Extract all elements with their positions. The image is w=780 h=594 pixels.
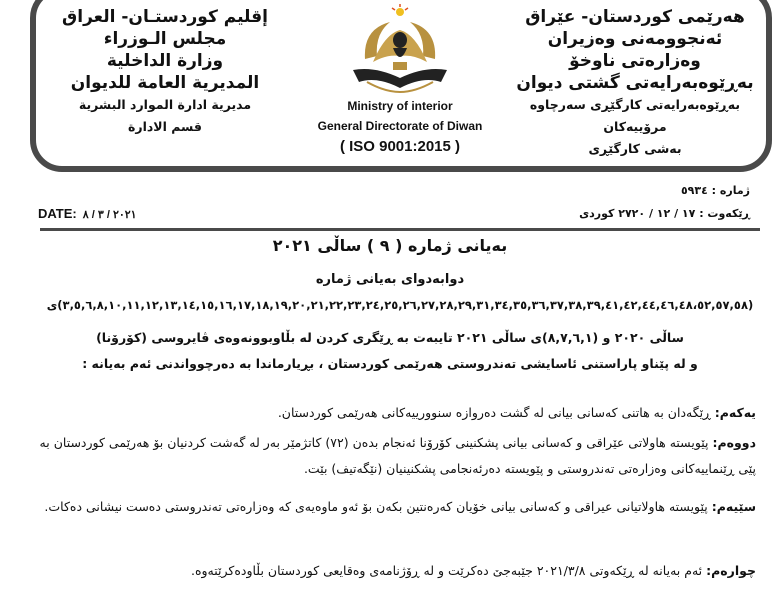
document-subtitle: دوابەدوای بەیانی ژمارە (315, 272, 465, 287)
item-label: سێیەم: (711, 499, 756, 514)
reference-number: ژمارە : ٥٩٣٤ (680, 184, 750, 197)
kurdish-line: ئەنجوومەنی وەزیران (547, 29, 723, 49)
kurdish-date: ڕێکەوت : ١٧ / ١٢ / ٢٧٢٠ کوردی (579, 207, 750, 220)
kurdish-line: هەرێمی کوردستان- عێراق (525, 7, 745, 27)
item-text: پێویستە هاولاتیانی عیراقی و کەسانی بیانی خۆیان کەرەنتین بکەن بۆ ئەو ماوەیەی کە وەزارەتی تەندروستی دەست نیشانی دەکات. (44, 499, 712, 514)
document-title: بەیانی ژمارە ( ٩ ) ساڵی ٢٠٢١ (272, 236, 508, 255)
arabic-line: إقليم كوردستـان- العراق (62, 7, 268, 27)
kurdish-line: وەزارەتی ناوخۆ (569, 51, 701, 71)
arabic-subline: مديرية ادارة الموارد البشرية (78, 97, 252, 112)
statement-item-3 (26, 494, 756, 520)
arabic-line: المديرية العامة للديوان (70, 73, 260, 93)
letterhead-kurdish (500, 6, 770, 160)
date-field (38, 206, 137, 221)
intro-line: و لە پێناو پاراستنی ئاسایشی تەندروستی هەرێمی کوردستان ، بڕیارماندا بە دەرچوواندنی ئەم بەیانە : (82, 356, 698, 371)
arabic-line: مجلس الـوزراء (103, 29, 227, 49)
ministry-name: Ministry of interior (347, 99, 453, 113)
item-label: چوارەم: (706, 563, 756, 578)
referenced-statements: (٣,٥,٦,٨,١٠,١١,١٢,١٣,١٤,١٥,١٦,١٧,١٨,١٩,٢٠,٢١,٢٢,٢٣,٢٤,٢٥,٢٦,٢٧,٢٨,٢٩,٣١,٣٤,٣٥,٣٦,٣٧,٣٨,٣٩,٤١,٤٢,٤٤,٤٦,٤٨،٥٢,٥٧,٥٨)ی (46, 298, 754, 312)
divider (40, 228, 760, 231)
statement-item-2 (26, 430, 756, 482)
date-label: DATE: (38, 206, 77, 221)
item-text: پێویستە هاولاتی عێراقی و کەسانی بیانی پشکنینی کۆرۆنا ئەنجام بدەن (٧٢) کاتژمێر بەر لە گەشت کردنیان بۆ هەرێمی کوردستان بە پێی ڕێنماییەکانی وەزارەتی تەندروستی و پێویستە دەرئەنجامی پشکنینیان (نێگەتیف) بێت. (39, 435, 756, 476)
kurdish-subline: بەشی کارگێڕی (588, 141, 682, 156)
iso-certification: ( ISO 9001:2015 ) (339, 138, 461, 155)
intro-line: ساڵی ٢٠٢٠ و (٨,٧,٦,١)ی ساڵی ٢٠٢١ تایبەت بە ڕێگری کردن لە بڵاوبوونەوەی ڤایروسی (کۆرۆنا) (96, 330, 684, 345)
item-text: ئەم بەیانە لە ڕێکەوتی ٢٠٢١/٣/٨ جێبەجێ دەکرێت و لە ڕۆژنامەی وەقایعی کوردستان بڵاودەکرێتەوە. (190, 563, 707, 578)
item-label: یەکەم: (714, 405, 756, 420)
krg-emblem-icon (345, 4, 455, 96)
item-text: ڕێگەدان بە هاتنی کەسانی بیانی لە گشت دەروازە سنوورییەکانی هەرێمی کوردستان. (277, 405, 715, 420)
arabic-line: وزارة الداخلية (106, 51, 224, 71)
letterhead-center (300, 4, 500, 158)
letterhead-arabic (50, 6, 280, 138)
kurdish-line: بەڕێوەبەرایەتی گشتی دیوان (516, 73, 754, 93)
directorate-name: General Directorate of Diwan (317, 119, 483, 133)
statement-item-1 (26, 400, 756, 426)
statement-item-4 (26, 558, 756, 584)
kurdish-subline: بەڕێوەبەرایەتی کارگێڕی سەرچاوە مرۆییەکان (529, 97, 741, 134)
date-value: ٢٠٢١ / ٣ / ٨ (82, 209, 137, 221)
arabic-subline: قسم الادارة (128, 119, 202, 134)
item-label: دووەم: (712, 435, 756, 450)
